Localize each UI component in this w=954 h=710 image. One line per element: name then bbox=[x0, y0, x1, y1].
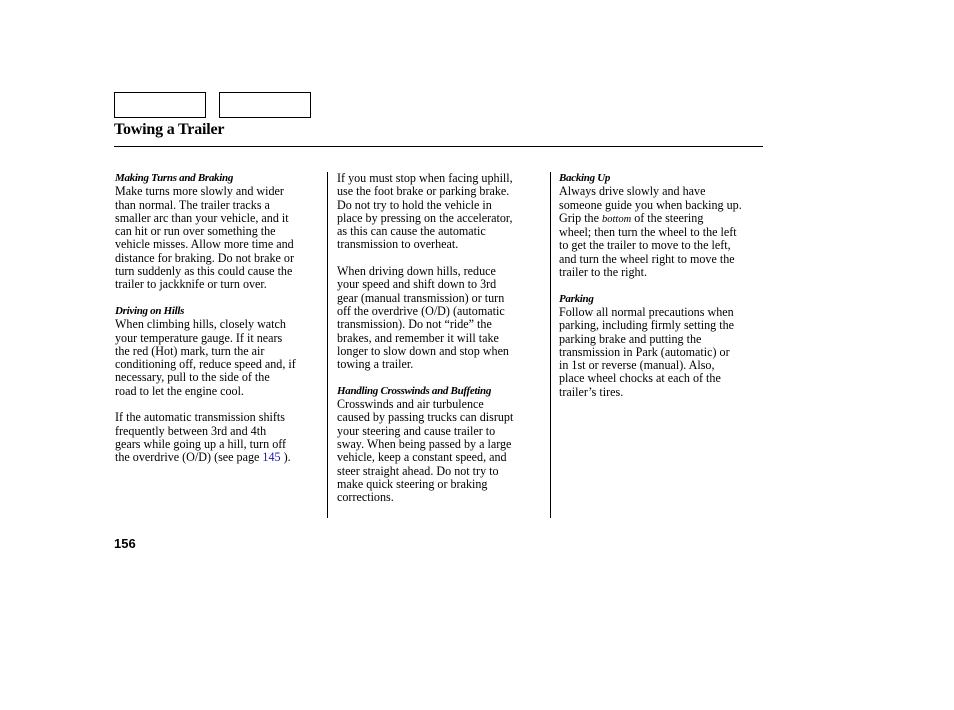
paragraph-crosswinds: Crosswinds and air turbulence caused by passing trucks can disrupt your steering and cause trailer to sway. When being passed by a large vehicle, keep a constant speed, and steer straight ahead. Do not try to make quick steering or braking corrections. bbox=[337, 397, 514, 505]
page-title: Towing a Trailer bbox=[114, 121, 225, 138]
column-2 bbox=[337, 172, 545, 504]
section-heading-crosswinds: Handling Crosswinds and Buffeting bbox=[337, 384, 492, 397]
paragraph-backing-up: Always drive slowly and have someone guide you when backing up. Grip the bottom of the steering wheel; then turn the wheel to the left to get the trailer to move to the left, and turn the wheel right to move the trailer to the right. bbox=[559, 184, 742, 280]
column-1 bbox=[115, 172, 323, 465]
page-number: 156 bbox=[114, 536, 136, 551]
nav-box-right[interactable] bbox=[219, 92, 311, 118]
paragraph-down-hills: When driving down hills, reduce your speed and shift down to 3rd gear (manual transmission) or turn off the overdrive (O/D) (automatic transmission). Do not “ride” the brakes, and remember it will take longer to slow down and stop when towing a trailer. bbox=[337, 264, 509, 372]
column-divider-2 bbox=[550, 172, 551, 518]
paragraph-transmission-last-line: the overdrive (O/D) (see page 145 ). bbox=[115, 450, 291, 465]
paragraph-transmission-shifts bbox=[115, 411, 323, 464]
column-divider-1 bbox=[327, 172, 328, 518]
paragraph-stop-uphill: If you must stop when facing uphill, use the foot brake or parking brake. Do not try to hold the vehicle in place by pressing on the accelerator, as this can cause the automatic transmission to overheat. bbox=[337, 171, 513, 252]
section-heading-parking: Parking bbox=[559, 292, 594, 305]
title-divider bbox=[114, 146, 763, 147]
paragraph-climbing-hills: When climbing hills, closely watch your temperature gauge. If it nears the red (Hot) mark, turn the air conditioning off, reduce speed and, if necessary, pull to the side of the road to let the engine cool. bbox=[115, 317, 296, 398]
emphasis-bottom: bottom bbox=[602, 213, 632, 225]
paragraph-parking: Follow all normal precautions when parking, including firmly setting the parking brake and putting the transmission in Park (automatic) or in 1st or reverse (manual). Also, place wheel chocks at each of the trailer’s tires. bbox=[559, 304, 734, 399]
nav-box-left[interactable] bbox=[114, 92, 206, 118]
paragraph-turns-braking: Make turns more slowly and wider than normal. The trailer tracks a smaller arc than your vehicle, and it can hit or run over something the vehicle misses. Allow more time and distance for braking. Do not brake or turn suddenly as this could cause the trailer to jackknife or turn over. bbox=[115, 184, 294, 292]
paragraph-transmission-shifts-lines: If the automatic transmission shifts frequently between 3rd and 4th gears while going up a hill, turn off bbox=[115, 410, 287, 451]
column-3 bbox=[559, 172, 765, 399]
section-heading-backing-up: Backing Up bbox=[559, 172, 611, 184]
section-heading-driving-hills: Driving on Hills bbox=[115, 304, 185, 317]
page-link-145[interactable]: 145 bbox=[262, 450, 281, 465]
section-heading-turns-braking: Making Turns and Braking bbox=[115, 172, 234, 184]
